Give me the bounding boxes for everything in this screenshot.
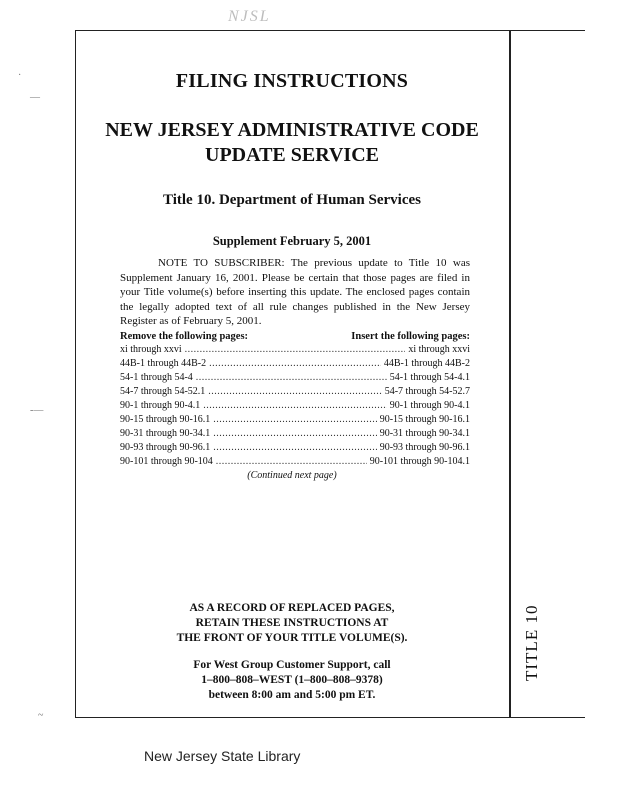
insert-pages: 90-15 through 90-16.1: [379, 414, 470, 425]
supplement-date: Supplement February 5, 2001: [212, 234, 372, 248]
remove-header: Remove the following pages:: [120, 331, 249, 342]
code-name-line2: UPDATE SERVICE: [205, 144, 379, 166]
remove-pages: 90-101 through 90-104: [120, 456, 213, 467]
page-row: [120, 344, 470, 358]
page-row: [120, 456, 470, 470]
remove-pages: 90-15 through 90-16.1: [120, 414, 211, 425]
record-instructions: [75, 601, 509, 646]
page-row: [120, 428, 470, 442]
insert-pages: 90-31 through 90-34.1: [379, 428, 470, 439]
code-name-line1: NEW JERSEY ADMINISTRATIVE CODE: [105, 119, 479, 141]
department-title: Title 10. Department of Human Services: [162, 192, 422, 208]
page-row: [120, 442, 470, 456]
support-hours: between 8:00 am and 5:00 pm ET.: [208, 689, 376, 701]
support-phone: 1–800–808–WEST (1–800–808–9378): [201, 674, 383, 686]
remove-pages: 90-31 through 90-34.1: [120, 428, 211, 439]
customer-support: [75, 658, 509, 703]
insert-pages: 54-7 through 54-52.7: [384, 386, 470, 397]
margin-mark: ~: [38, 710, 44, 721]
continued-note: (Continued next page): [247, 470, 337, 481]
page-list: [120, 344, 470, 470]
margin-mark: —: [30, 92, 40, 103]
remove-pages: 54-1 through 54-4: [120, 372, 193, 383]
record-line: AS A RECORD OF REPLACED PAGES,: [189, 602, 395, 614]
remove-pages: 54-7 through 54-52.1: [120, 386, 206, 397]
library-stamp: New Jersey State Library: [144, 748, 301, 764]
remove-pages: xi through xxvi: [120, 344, 182, 355]
page-title: FILING INSTRUCTIONS: [175, 70, 409, 92]
page-row: [120, 358, 470, 372]
insert-header: Insert the following pages:: [351, 331, 470, 342]
insert-pages: 90-93 through 90-96.1: [379, 442, 470, 453]
margin-mark: ·: [18, 70, 22, 81]
record-line: THE FRONT OF YOUR TITLE VOLUME(S).: [176, 632, 408, 644]
margin-mark: -—: [30, 405, 44, 416]
page-row: [120, 372, 470, 386]
remove-pages: 90-1 through 90-4.1: [120, 400, 201, 411]
subscriber-note: NOTE TO SUBSCRIBER: The previous update to Title 10 was Supplement January 16, 2001. Please be certain that those pages are filed in your Title volume(s) before inserting this update. The enclosed pages contain the legally adopted text of all rule changes published in the New Jersey Register as of February 5, 2001.: [120, 257, 470, 327]
record-line: RETAIN THESE INSTRUCTIONS AT: [195, 617, 389, 629]
insert-pages: 54-1 through 54-4.1: [389, 372, 470, 383]
title-tab-label: TITLE 10: [522, 604, 541, 682]
remove-pages: 90-93 through 90-96.1: [120, 442, 211, 453]
insert-pages: xi through xxvi: [408, 344, 470, 355]
scan-handwriting: NJSL: [228, 8, 271, 25]
insert-pages: 90-1 through 90-4.1: [389, 400, 470, 411]
page-row: [120, 386, 470, 400]
code-name: [75, 118, 509, 168]
insert-pages: 90-101 through 90-104.1: [369, 456, 470, 467]
support-line: For West Group Customer Support, call: [193, 659, 391, 671]
page-row: [120, 400, 470, 414]
page-row: [120, 414, 470, 428]
remove-pages: 44B-1 through 44B-2: [120, 358, 207, 369]
insert-pages: 44B-1 through 44B-2: [383, 358, 470, 369]
